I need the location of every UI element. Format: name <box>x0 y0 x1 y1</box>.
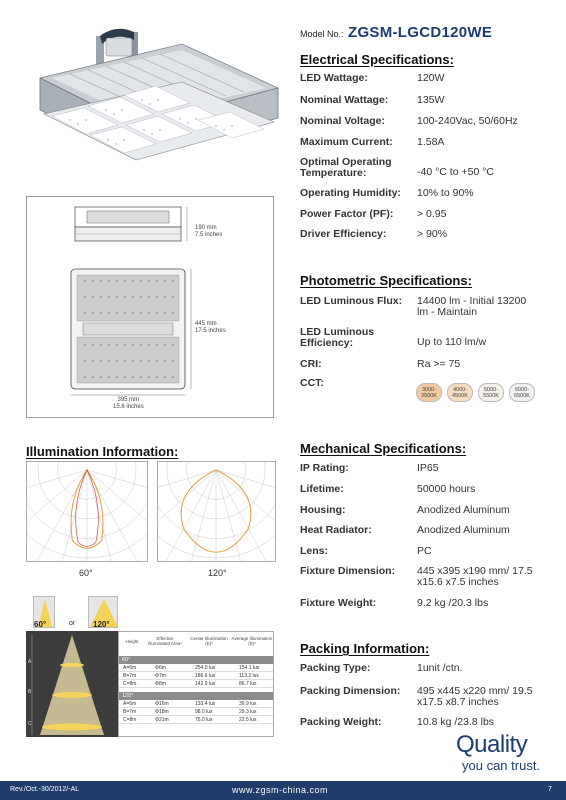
spec-row <box>300 95 562 109</box>
spec-value: 14400 lm - Initial 13200 lm - Maintain <box>417 295 527 318</box>
beam-60-label: 60° <box>34 620 47 629</box>
cell-height: C=8m <box>123 681 137 687</box>
spec-key: Packing Type: <box>300 662 371 674</box>
illumination-title: Illumination Information: <box>26 444 179 459</box>
polar-diagram-60 <box>26 461 148 562</box>
table-row <box>119 708 273 716</box>
width-in: 15.6 inches <box>113 404 144 410</box>
quality-slogan-sub: you can trust. <box>462 758 541 773</box>
spec-row <box>300 73 562 87</box>
spec-value: 495 x445 x220 mm/ 19.5 x17.5 x8.7 inches <box>417 685 533 708</box>
spec-key: Nominal Voltage: <box>300 115 385 127</box>
spec-row <box>300 484 562 498</box>
cell-height: B=7m <box>123 673 137 679</box>
spec-key: Operating Humidity: <box>300 187 401 199</box>
spec-key: LED Wattage: <box>300 72 368 84</box>
spec-row <box>300 229 562 243</box>
table-row <box>119 716 273 724</box>
model-number <box>300 24 562 44</box>
spec-row <box>300 463 562 477</box>
illumination-data <box>118 631 274 737</box>
length-in: 17.5 inches <box>195 328 226 334</box>
side-letter-a: A <box>28 659 32 665</box>
cone-diagram <box>26 631 118 737</box>
spec-row <box>300 546 562 560</box>
cct-badge-4000: 4000-4500K <box>447 383 473 402</box>
spec-value: 120W <box>417 72 445 84</box>
cell-center: 142.9 lux <box>195 681 216 687</box>
footer-revision: Rev./Oct.-30/2012/-AL <box>10 786 80 793</box>
dimension-drawing <box>26 196 274 418</box>
or-label: or <box>69 620 76 627</box>
spec-row <box>300 598 562 612</box>
spec-key: Lifetime: <box>300 483 344 495</box>
photometric-title: Photometric Specifications: <box>300 273 472 288</box>
cell-area: Φ8m <box>155 681 166 687</box>
drawing-lines <box>27 197 275 419</box>
spec-key: LED Luminous Efficiency: <box>300 326 375 349</box>
spec-key: CCT: <box>300 377 324 389</box>
spec-key: Lens: <box>300 545 329 557</box>
spec-value: > 0.95 <box>417 208 447 220</box>
spec-value: 10.8 kg /23.8 lbs <box>417 716 495 728</box>
group-60-header: 60° <box>119 656 273 664</box>
spec-key: Optimal Operating Temperature: <box>300 156 392 179</box>
spec-key: Power Factor (PF): <box>300 208 394 220</box>
product-photo <box>30 22 292 200</box>
spec-key: Heat Radiator: <box>300 524 372 536</box>
height-mm: 190 mm <box>195 225 217 231</box>
cell-height: B=7m <box>123 709 137 715</box>
cell-average: 22.5 lux <box>239 717 257 723</box>
cell-average: 154.1 lux <box>239 665 260 671</box>
electrical-title: Electrical Specifications: <box>300 52 454 67</box>
spec-value: Ra >= 75 <box>417 358 461 370</box>
beam-120-label: 120° <box>93 620 110 629</box>
cell-area: Φ18m <box>155 709 169 715</box>
spec-value: Up to 110 lm/w <box>417 336 487 348</box>
cell-height: C=8m <box>123 717 137 723</box>
spec-value: 50000 hours <box>417 483 476 495</box>
spec-value: Anodized Aluminum <box>417 504 510 516</box>
table-row <box>119 680 273 688</box>
footer-website-link[interactable]: www.zgsm-china.com <box>232 785 329 795</box>
cct-badge-5000: 5000-5500K <box>478 383 504 402</box>
spec-value: IP65 <box>417 462 439 474</box>
spec-key: CRI: <box>300 358 322 370</box>
spec-key: IP Rating: <box>300 462 349 474</box>
col-average: Average Illumination (E)¹ <box>231 636 273 646</box>
spec-row <box>300 525 562 539</box>
spec-value: PC <box>417 545 432 557</box>
quality-slogan-main: Quality <box>456 731 528 758</box>
model-label: Model No.: <box>300 29 344 39</box>
spec-value: 100-240Vac, 50/60Hz <box>417 115 518 127</box>
model-value: ZGSM-LGCD120WE <box>347 24 493 41</box>
cell-area: Φ6m <box>155 665 166 671</box>
spec-row <box>300 188 562 202</box>
cell-center: 98.0 lux <box>195 709 213 715</box>
spec-key: Packing Weight: <box>300 716 382 728</box>
spec-key: Driver Efficiency: <box>300 228 387 240</box>
spec-value: -40 °C to +50 °C <box>417 166 494 178</box>
spec-key: LED Luminous Flux: <box>300 295 403 307</box>
spec-row <box>300 157 562 181</box>
col-area: Effective Illuminated Area¹ <box>148 636 182 646</box>
cell-center: 254.0 lux <box>195 665 216 671</box>
spec-row <box>300 137 562 151</box>
cell-height: A=6m <box>123 665 137 671</box>
spec-row <box>300 359 562 373</box>
cone-graphic <box>26 631 118 737</box>
packing-title: Packing Information: <box>300 641 430 656</box>
table-row <box>119 700 273 708</box>
spec-row <box>300 505 562 519</box>
spec-value: 9.2 kg /20.3 lbs <box>417 597 489 609</box>
cell-center: 133.4 lux <box>195 701 216 707</box>
height-in: 7.5 inches <box>195 232 223 238</box>
spec-key: Maximum Current: <box>300 136 393 148</box>
footer-bar <box>0 781 566 800</box>
spec-value: 1unit /ctn. <box>417 662 463 674</box>
cell-average: 29.3 lux <box>239 709 257 715</box>
spec-row <box>300 686 562 710</box>
cell-center: 186.6 lux <box>195 673 216 679</box>
illumination-table <box>26 631 274 737</box>
spec-value: 10% to 90% <box>417 187 474 199</box>
cell-area: Φ16m <box>155 701 169 707</box>
length-dim-label <box>195 321 226 335</box>
spec-key: Housing: <box>300 504 346 516</box>
group-120-header: 120° <box>119 692 273 700</box>
spec-value: 445 x395 x190 mm/ 17.5 x15.6 x7.5 inches <box>417 565 533 588</box>
cct-badge-6000: 6000-6500K <box>509 383 535 402</box>
mechanical-title: Mechanical Specifications: <box>300 441 467 456</box>
cell-average: 39.9 lux <box>239 701 257 707</box>
col-center: Center Illumination (E)¹ <box>190 636 228 646</box>
spec-value: Anodized Aluminum <box>417 524 510 536</box>
table-row <box>119 672 273 680</box>
spec-row <box>300 566 562 590</box>
col-height: Height <box>125 639 139 644</box>
spec-row <box>300 717 562 731</box>
spec-row <box>300 209 562 223</box>
spec-value: > 90% <box>417 228 448 240</box>
polar-diagram-120 <box>157 461 276 562</box>
spec-row <box>300 327 562 351</box>
cell-average: 113.2 lux <box>239 673 259 679</box>
page-number: 7 <box>548 786 552 793</box>
spec-key: Packing Dimension: <box>300 685 401 697</box>
spec-row <box>300 116 562 130</box>
spec-row <box>300 296 562 320</box>
polar-label-60: 60° <box>79 568 93 578</box>
spec-value: 1.58A <box>417 136 445 148</box>
spec-row <box>300 663 562 677</box>
spec-key: Nominal Wattage: <box>300 94 389 106</box>
table-row <box>119 664 273 672</box>
spec-value: 135W <box>417 94 445 106</box>
spec-key: Fixture Dimension: <box>300 565 396 577</box>
spec-key: Fixture Weight: <box>300 597 377 609</box>
side-letter-c: C <box>28 721 32 727</box>
width-dim-label <box>113 397 144 411</box>
cct-badge-3000: 3000-3500K <box>416 383 442 402</box>
height-dim-label <box>195 225 222 239</box>
side-letter-b: B <box>28 689 32 695</box>
cell-center: 75.0 lux <box>195 717 213 723</box>
cell-average: 86.7 lux <box>239 681 257 687</box>
cell-height: A=6m <box>123 701 137 707</box>
polar-label-120: 120° <box>208 568 227 578</box>
cell-area: Φ21m <box>155 717 169 723</box>
cell-area: Φ7m <box>155 673 166 679</box>
length-mm: 445 mm <box>195 321 217 327</box>
width-mm: 395 mm <box>117 397 140 403</box>
